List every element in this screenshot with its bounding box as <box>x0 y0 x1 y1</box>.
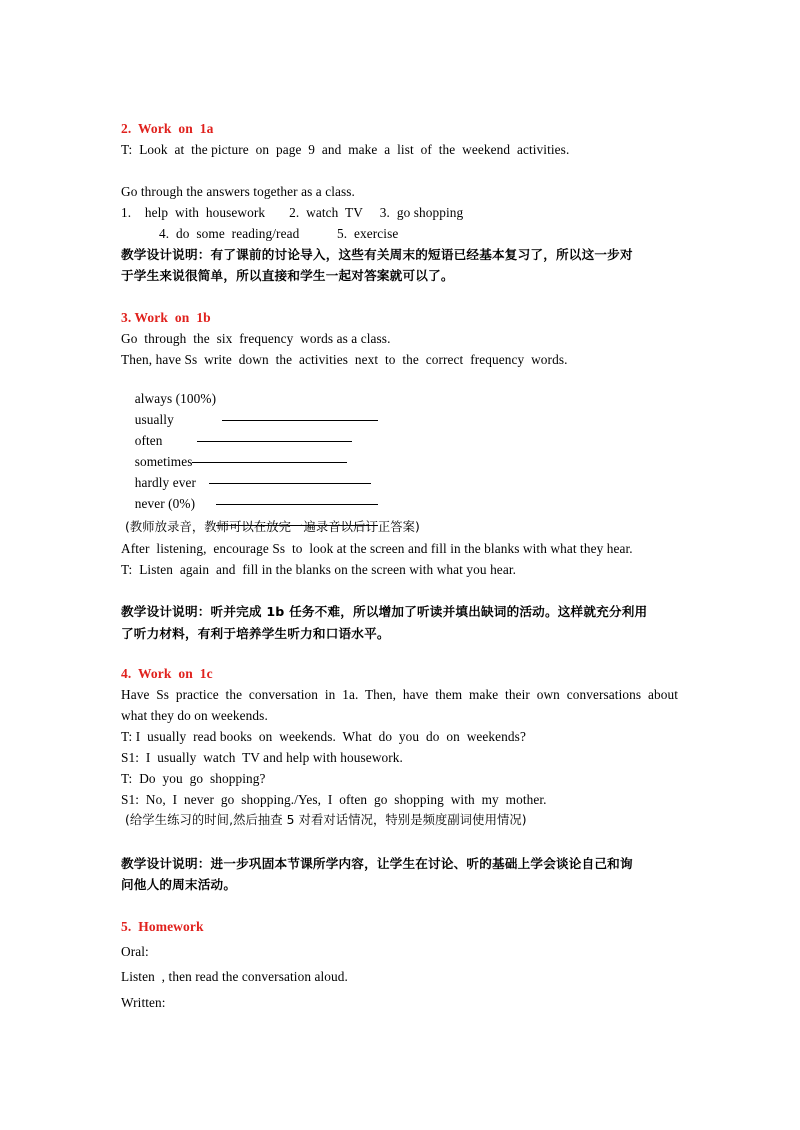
section-3-line: After listening, encourage Ss to look at the screen and fill in the blanks with what they hear. <box>121 541 633 556</box>
dialogue-line: S1: No, I never go shopping./Yes, I often go shopping with my mother. <box>121 792 547 807</box>
design-note: 了听力材料，有利于培养学生听力和口语水平。 <box>121 626 390 641</box>
dialogue-line: T: I usually read books on weekends. What do you do on weekends? <box>121 729 526 744</box>
answer-blank[interactable] <box>197 429 352 442</box>
answer-blank[interactable] <box>192 450 347 463</box>
section-4-line: Have Ss practice the conversation in 1a. Then, have them make their own conversations about <box>121 687 678 702</box>
section-3-heading: 3. Work on 1b <box>121 310 211 325</box>
dialogue-line: T: Do you go shopping? <box>121 771 266 786</box>
answers-row: 1. help with housework 2. watch TV 3. go shopping <box>121 205 464 220</box>
design-note: 问他人的周末活动。 <box>121 877 237 892</box>
section-3-line: Go through the six frequency words as a class. <box>121 331 391 346</box>
answers-row: 4. do some reading/read 5. exercise <box>159 226 399 241</box>
dialogue-line: S1: I usually watch TV and help with housework. <box>121 750 403 765</box>
frequency-word: often <box>134 433 163 448</box>
frequency-word: hardly ever <box>134 475 196 490</box>
section-3-line: T: Listen again and fill in the blanks on the screen with what you hear. <box>121 562 517 577</box>
section-2-line: T: Look at the picture on page 9 and make a list of the weekend activities. <box>121 142 570 157</box>
answer-blank[interactable] <box>209 471 371 484</box>
section-2-heading: 2. Work on 1a <box>121 121 214 136</box>
homework-oral: Oral: <box>121 944 149 959</box>
frequency-row <box>121 477 195 549</box>
design-note: 教学设计说明：进一步巩固本节课所学内容，让学生在讨论、听的基础上学会谈论自己和询 <box>121 856 633 871</box>
section-4-line: what they do on weekends. <box>121 708 268 723</box>
section-3-line: Then, have Ss write down the activities next to the correct frequency words. <box>121 352 568 367</box>
section-4-heading: 4. Work on 1c <box>121 666 213 681</box>
answer-blank[interactable] <box>222 408 378 421</box>
frequency-word: usually <box>134 412 174 427</box>
frequency-word: sometimes <box>134 454 193 469</box>
frequency-word: never (0%) <box>134 496 196 511</box>
homework-line: Listen , then read the conversation aloud. <box>121 969 348 984</box>
homework-written: Written: <box>121 995 166 1010</box>
section-5-heading: 5. Homework <box>121 919 204 934</box>
design-note: 于学生来说很简单，所以直接和学生一起对答案就可以了。 <box>121 268 454 283</box>
answer-blank[interactable] <box>216 492 378 505</box>
design-note: 教学设计说明：听并完成 1b 任务不难，所以增加了听读并填出缺词的活动。这样就充分利用 <box>121 604 648 619</box>
teacher-note: (教师放录音，教师可以在放完一遍录音以后订正答案) <box>121 520 420 534</box>
design-note: 教学设计说明：有了课前的讨论导入，这些有关周末的短语已经基本复习了，所以这一步对 <box>121 247 633 262</box>
teacher-note: (给学生练习的时间,然后抽查 5 对看对话情况，特别是频度副词使用情况) <box>121 813 527 827</box>
section-2-line: Go through the answers together as a class. <box>121 184 355 199</box>
frequency-word: always (100%) <box>134 391 217 406</box>
